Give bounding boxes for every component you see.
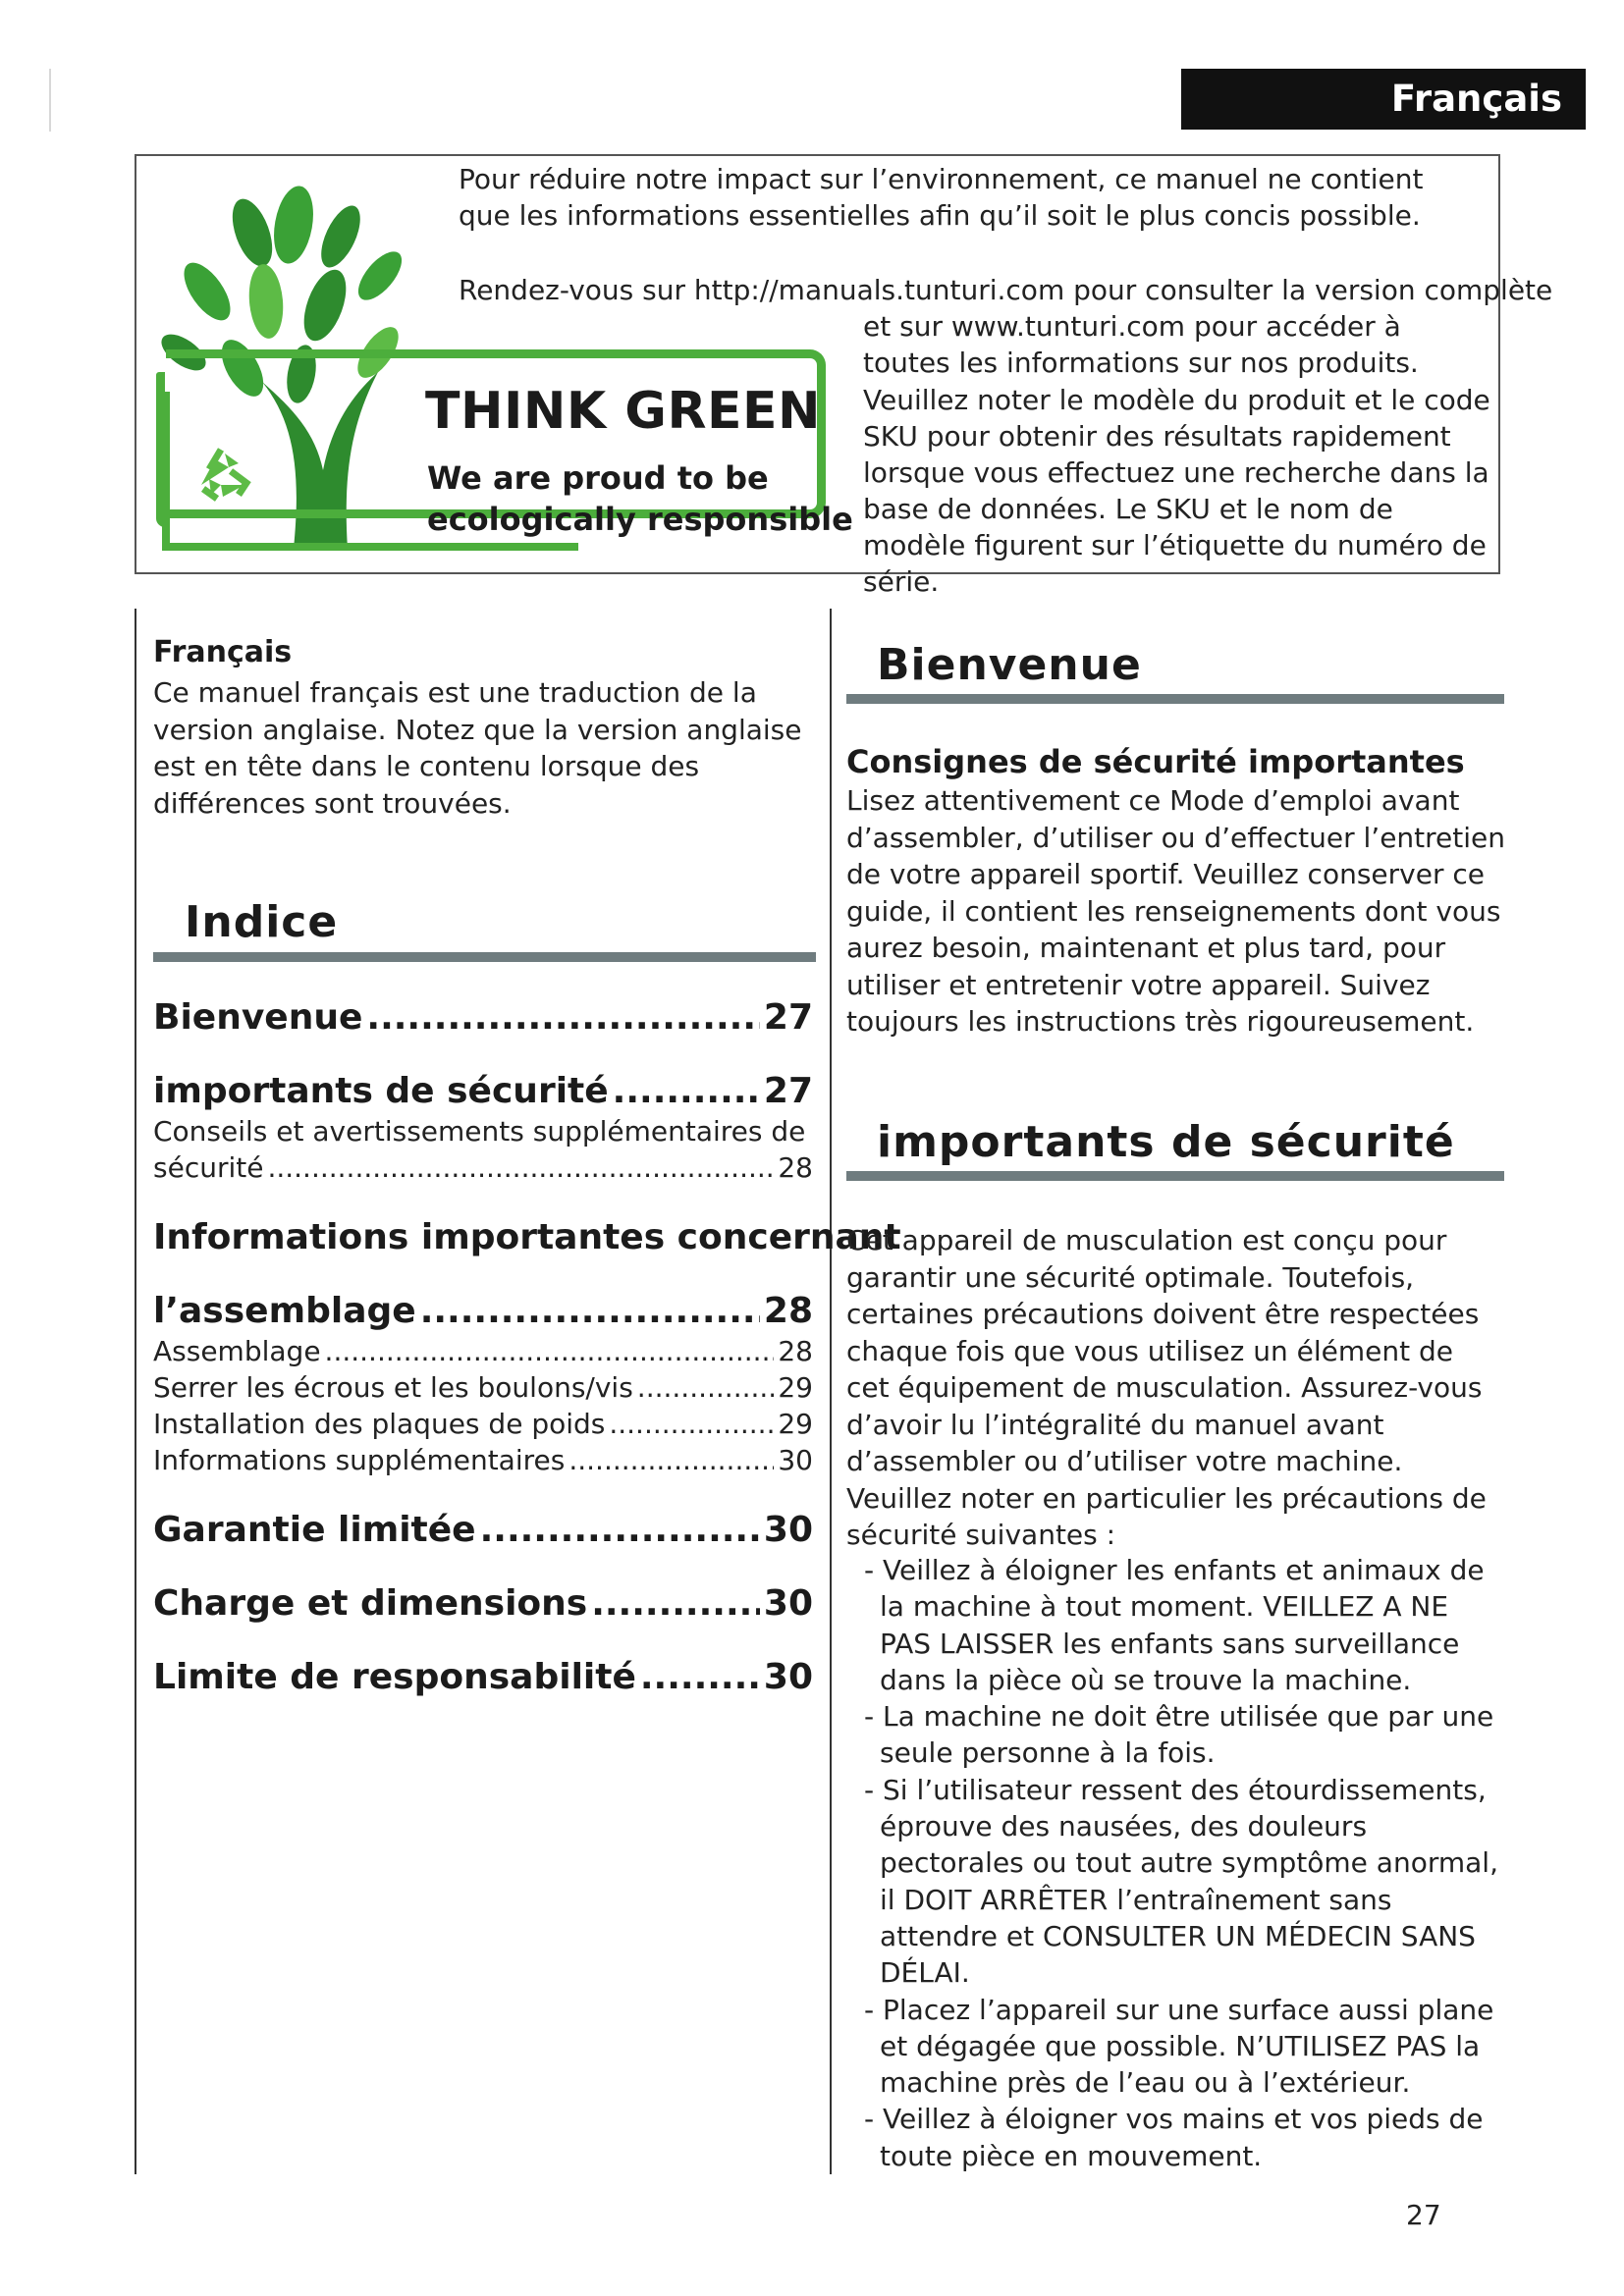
toc-page: 30 [763, 1510, 813, 1550]
language-note: Ce manuel français est une traduction de la version anglaise. Notez que la version anglaise est en tête dans le contenu lorsque des différences sont trouvées. [153, 676, 802, 820]
bullet-item: - Si l’utilisateur ressent des étourdissements, éprouve des nausées, des douleurs pectorales ou tout autre symptôme anormal, il DOIT ARRÊTER l’entraînement sans attendre et CONSULTER UN MÉDECIN SANS DÉLAI. [864, 1773, 1498, 1990]
toc-infos-line1[interactable]: Informations importantes concernant [153, 1217, 901, 1257]
toc-assemblage-section[interactable] [153, 1291, 813, 1331]
safety-bullets [850, 1552, 1498, 2174]
toc-assemblage[interactable] [153, 1335, 813, 1367]
toc-label: Limite de responsabilité [153, 1657, 636, 1697]
logo-frame-left [156, 372, 165, 527]
toc-limite[interactable] [153, 1657, 813, 1697]
bullet-item: - Veillez à éloigner vos mains et vos pieds de toute pièce en mouvement. [864, 2103, 1484, 2172]
consignes-text: Lisez attentivement ce Mode d’emploi avant d’assembler, d’utiliser ou d’effectuer l’entretien de votre appareil sportif. Veuillez conserver ce guide, il contient les renseignements dont vous aurez besoin, maintenant et plus tard, pour utiliser et entretenir votre appareil. Suivez toujours les instructions très rigoureusement. [846, 784, 1506, 1038]
safety-title: importants de sécurité [877, 1117, 1455, 1167]
think-green-box [135, 154, 1553, 598]
language-heading: Français [153, 635, 293, 669]
toc-page: 29 [778, 1408, 813, 1440]
bullet-item: - Veillez à éloigner les enfants et animaux de la machine à tout moment. VEILLEZ A NE PAS LAISSER les enfants sans surveillance dans la pièce où se trouve la machine. [864, 1554, 1485, 1696]
toc-supplementaires[interactable] [153, 1444, 813, 1476]
toc-page: 27 [763, 1071, 813, 1111]
toc-label: Informations supplémentaires [153, 1444, 566, 1476]
toc-securite[interactable] [153, 1071, 813, 1111]
toc-label: Charge et dimensions [153, 1583, 588, 1624]
toc-conseils-line1[interactable]: Conseils et avertissements supplémentaires de [153, 1115, 806, 1148]
think-green-model-note: Veuillez noter le modèle du produit et le code SKU pour obtenir des résultats rapidement lorsque vous effectuez une recherche dans la base de données. Le SKU et le nom de modèle figurent sur l’étiquette du numéro de série. [863, 384, 1490, 598]
think-green-subtitle-2: ecologically responsible [427, 501, 853, 538]
index-title: Indice [185, 897, 339, 947]
bullet-item: - Placez l’appareil sur une surface aussi plane et dégagée que possible. N’UTILISEZ PAS la machine près de l’eau ou à l’extérieur. [864, 1993, 1494, 2100]
safety-rule [846, 1171, 1504, 1181]
toc-garantie[interactable] [153, 1510, 813, 1550]
toc-label: Installation des plaques de poids [153, 1408, 606, 1440]
think-green-intro: Pour réduire notre impact sur l’environnement, ce manuel ne contient que les informations essentielles afin qu’il soit le plus concis possible. [459, 163, 1424, 232]
language-tab: Français [1181, 69, 1586, 130]
toc-page: 30 [763, 1583, 813, 1624]
think-green-subtitle-1: We are proud to be [427, 459, 769, 497]
consignes-heading: Consignes de sécurité importantes [846, 743, 1465, 780]
safety-intro: Cet appareil de musculation est conçu pour garantir une sécurité optimale. Toutefois, certaines précautions doivent être respectées chaque fois que vous utilisez un élément de cet équipement de musculation. Assurez-vous d’avoir lu l’intégralité du manuel avant d’assembler ou d’utiliser votre machine. Veuillez noter en particulier les précautions de sécurité suivantes : [846, 1224, 1487, 1551]
toc-page: 30 [763, 1657, 813, 1697]
toc-label: Garantie limitée [153, 1510, 476, 1550]
toc-bienvenue[interactable] [153, 997, 813, 1038]
index-rule [153, 952, 816, 962]
toc-page: 29 [778, 1371, 813, 1404]
toc-charge[interactable] [153, 1583, 813, 1624]
toc-label: Serrer les écrous et les boulons/vis [153, 1371, 633, 1404]
think-green-visit-rest: et sur www.tunturi.com pour accéder à toutes les informations sur nos produits. [863, 310, 1419, 379]
toc-page: 27 [763, 997, 813, 1038]
page-number: 27 [1406, 2199, 1441, 2231]
toc-label: sécurité [153, 1151, 264, 1184]
toc-page: 28 [778, 1151, 813, 1184]
toc-page: 30 [778, 1444, 813, 1476]
center-column-rule [830, 609, 832, 2174]
toc-label: importants de sécurité [153, 1071, 609, 1111]
think-green-title: THINK GREEN [425, 382, 822, 441]
toc-page: 28 [763, 1291, 813, 1331]
toc-page: 28 [778, 1335, 813, 1367]
think-green-visit-line: Rendez-vous sur http://manuals.tunturi.com pour consulter la version complète [459, 274, 1553, 306]
toc-installation[interactable] [153, 1408, 813, 1440]
toc-label: l’assemblage [153, 1291, 416, 1331]
toc-serrer[interactable] [153, 1371, 813, 1404]
toc-label: Assemblage [153, 1335, 321, 1367]
toc-label: Bienvenue [153, 997, 363, 1038]
left-column-rule [135, 609, 136, 2174]
margin-mark [49, 69, 51, 132]
welcome-rule [846, 694, 1504, 704]
toc-conseils[interactable] [153, 1151, 813, 1184]
welcome-title: Bienvenue [877, 640, 1142, 690]
bullet-item: - La machine ne doit être utilisée que par une seule personne à la fois. [864, 1700, 1494, 1770]
